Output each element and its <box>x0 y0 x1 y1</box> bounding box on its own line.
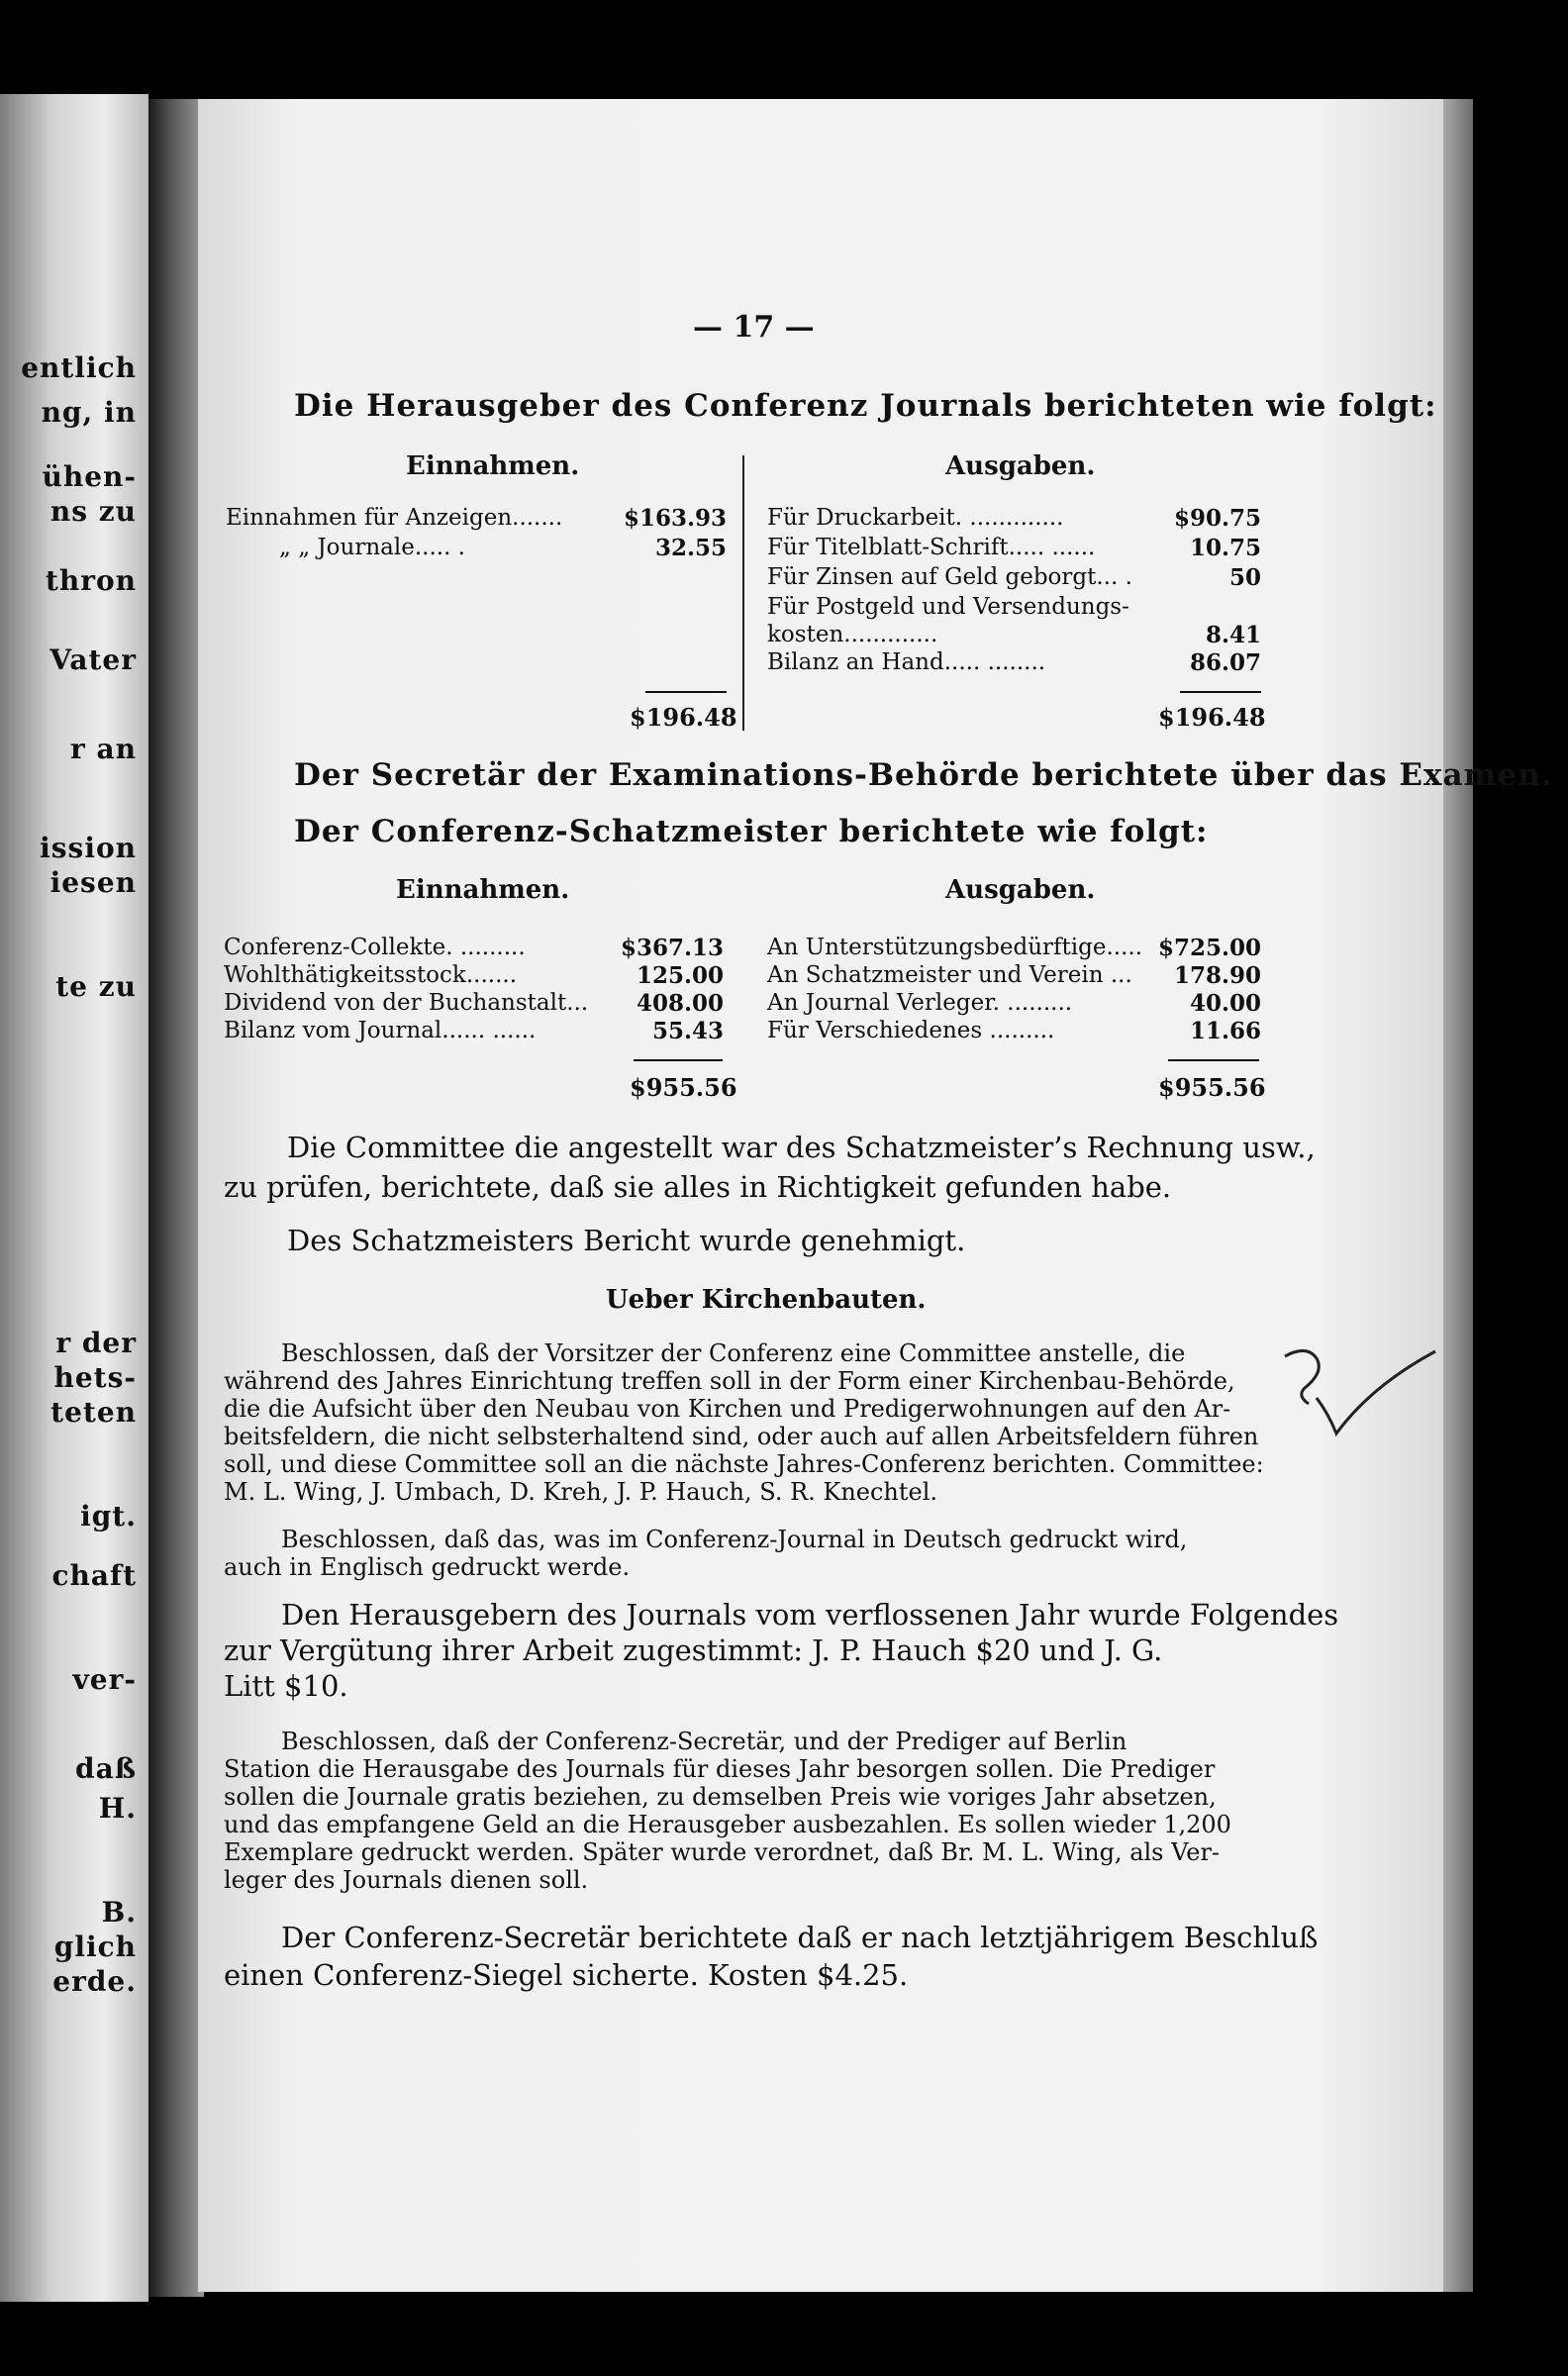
previous-page-text-fragment: entlich <box>21 351 137 384</box>
page-right-edge <box>1443 99 1473 2292</box>
previous-page-text-fragment: ission <box>40 832 137 864</box>
previous-page-text-fragment: glich <box>53 1930 137 1963</box>
resolution-line: auch in Englisch gedruckt werde. <box>224 1553 631 1581</box>
treasurer-income-total: $955.56 <box>630 1073 737 1102</box>
treasurer-expense-total-rule <box>1168 1059 1259 1061</box>
editors-expense-row: Für Druckarbeit. ............. <box>767 505 1064 531</box>
previous-page-text-fragment: erde. <box>52 1965 137 1998</box>
previous-page-text-fragment: te zu <box>55 970 137 1003</box>
resolution-line: M. L. Wing, J. Umbach, D. Kreh, J. P. Hauch, S. R. Knechtel. <box>224 1478 938 1506</box>
treasurer-report-intro: Der Conferenz-Schatzmeister berichtete wie folgt: <box>294 814 1209 849</box>
previous-page-text-fragment: r an <box>70 733 137 765</box>
resolution-line: Station die Herausgabe des Journals für dieses Jahr besorgen sollen. Die Prediger <box>224 1755 1216 1783</box>
resolution-line: beitsfeldern, die nicht selbsterhaltend sind, oder auch auf allen Arbeitsfeldern führen <box>224 1423 1259 1450</box>
editors-expense-amount: 50 <box>1228 564 1261 591</box>
treasurer-expense-amount: 40.00 <box>1189 990 1261 1017</box>
editors-expense-row: kosten............. <box>767 622 938 647</box>
editors-expense-amount: 10.75 <box>1189 535 1261 561</box>
editors-income-row: „ „ Journale..... . <box>279 535 465 560</box>
treasurer-approval: Des Schatzmeisters Bericht wurde genehmigt. <box>287 1224 966 1257</box>
treasurer-expense-amount: $725.00 <box>1157 935 1261 961</box>
committee-report-line: zu prüfen, berichtete, daß sie alles in Richtigkeit gefunden habe. <box>224 1170 1172 1204</box>
treasurer-income-row: Wohlthätigkeitsstock....... <box>224 962 518 988</box>
book-gutter <box>148 99 204 2297</box>
seal-report-line: Der Conferenz-Secretär berichtete daß er nach letztjährigem Beschluß <box>281 1921 1319 1954</box>
editors-expense-row: Für Zinsen auf Geld geborgt... . <box>767 564 1132 590</box>
editors-income-total: $196.48 <box>630 703 737 732</box>
section-title: Ueber Kirchenbauten. <box>606 1285 927 1315</box>
editors-income-amount: $163.93 <box>623 505 727 532</box>
editors-income-amount: 32.55 <box>654 535 727 561</box>
editors-expense-heading: Ausgaben. <box>945 451 1096 481</box>
previous-page-text-fragment: iesen <box>49 866 137 899</box>
resolution-line: Beschlossen, daß der Vorsitzer der Conferenz eine Committee anstelle, die <box>281 1339 1186 1367</box>
editors-income-total-rule <box>645 691 727 693</box>
editors-expense-row: Für Postgeld und Versendungs- <box>767 594 1129 620</box>
treasurer-expense-heading: Ausgaben. <box>945 875 1096 905</box>
treasurer-expense-row: An Journal Verleger. ......... <box>767 990 1073 1016</box>
treasurer-income-row: Dividend von der Buchanstalt... <box>224 990 589 1016</box>
committee-report-line: Die Committee die angestellt war des Schatzmeister’s Rechnung usw., <box>287 1131 1316 1164</box>
resolution-line: die die Aufsicht über den Neubau von Kirchen und Predigerwohnungen auf den Ar- <box>224 1395 1231 1423</box>
treasurer-income-amount: 55.43 <box>651 1018 724 1044</box>
treasurer-expense-total: $955.56 <box>1158 1073 1266 1102</box>
previous-page-text-fragment: hets- <box>53 1361 137 1394</box>
page-number: — 17 — <box>693 310 815 345</box>
treasurer-income-total-rule <box>634 1059 723 1061</box>
previous-page-text-fragment: H. <box>98 1792 137 1825</box>
resolution-line: Beschlossen, daß das, was im Conferenz-Journal in Deutsch gedruckt wird, <box>281 1526 1188 1553</box>
seal-report-line: einen Conferenz-Siegel sicherte. Kosten $4.25. <box>224 1958 909 1992</box>
resolution-line: soll, und diese Committee soll an die nächste Jahres-Conferenz berichten. Committee: <box>224 1450 1264 1478</box>
treasurer-expense-row: An Schatzmeister und Verein ... <box>767 962 1132 988</box>
previous-page-text-fragment: chaft <box>51 1559 137 1592</box>
treasurer-expense-amount: 11.66 <box>1189 1018 1261 1044</box>
previous-page-text-fragment: ns zu <box>49 495 137 528</box>
editors-column-divider <box>742 455 744 731</box>
previous-page-text-fragment: B. <box>101 1896 137 1929</box>
treasurer-income-heading: Einnahmen. <box>396 875 570 905</box>
previous-page-text-fragment: igt. <box>80 1500 137 1533</box>
previous-page-text-fragment: ng, in <box>41 396 137 429</box>
editors-expense-amount: 86.07 <box>1189 649 1261 676</box>
editors-payment-line: Den Herausgebern des Journals vom verflossenen Jahr wurde Folgendes <box>281 1598 1339 1632</box>
secretary-exam-report: Der Secretär der Examinations-Behörde berichtete über das Examen. <box>294 757 1553 793</box>
editors-expense-total-rule <box>1180 691 1261 693</box>
editors-income-row: Einnahmen für Anzeigen....... <box>226 505 563 531</box>
previous-page-edge <box>0 94 148 2302</box>
previous-page-text-fragment: ver- <box>72 1663 137 1696</box>
editors-expense-amount: 8.41 <box>1205 622 1261 648</box>
editors-expense-row: Bilanz an Hand..... ........ <box>767 649 1046 675</box>
resolution-line: während des Jahres Einrichtung treffen soll in der Form einer Kirchenbau-Behörde, <box>224 1367 1235 1395</box>
resolution-line: leger des Journals dienen soll. <box>224 1866 589 1894</box>
treasurer-income-row: Conferenz-Collekte. ......... <box>224 935 526 960</box>
treasurer-income-amount: 408.00 <box>636 990 724 1017</box>
editors-expense-amount: $90.75 <box>1173 505 1261 532</box>
treasurer-expense-amount: 178.90 <box>1173 962 1261 989</box>
resolution-line: Beschlossen, daß der Conferenz-Secretär, und der Prediger auf Berlin <box>281 1728 1127 1755</box>
previous-page-text-fragment: r der <box>55 1327 137 1359</box>
previous-page-text-fragment: thron <box>45 564 137 597</box>
editors-payment-line: zur Vergütung ihrer Arbeit zugestimmt: J. P. Hauch $20 und J. G. <box>224 1634 1163 1667</box>
previous-page-text-fragment: teten <box>50 1396 137 1429</box>
treasurer-income-row: Bilanz vom Journal...... ...... <box>224 1018 537 1043</box>
editors-report-intro: Die Herausgeber des Conferenz Journals berichteten wie folgt: <box>294 388 1437 424</box>
editors-income-heading: Einnahmen. <box>406 451 580 481</box>
resolution-line: und das empfangene Geld an die Herausgeber ausbezahlen. Es sollen wieder 1,200 <box>224 1811 1231 1838</box>
editors-expense-row: Für Titelblatt-Schrift..... ...... <box>767 535 1096 560</box>
resolution-line: Exemplare gedruckt werden. Später wurde verordnet, daß Br. M. L. Wing, als Ver- <box>224 1838 1221 1866</box>
treasurer-expense-row: An Unterstützungsbedürftige..... <box>767 935 1143 960</box>
editors-expense-total: $196.48 <box>1158 703 1266 732</box>
treasurer-income-amount: $367.13 <box>620 935 724 961</box>
editors-payment-line: Litt $10. <box>224 1669 348 1703</box>
handwritten-check-mark <box>1277 1336 1445 1455</box>
previous-page-text-fragment: ühen- <box>42 460 137 493</box>
previous-page-text-fragment: Vater <box>49 644 137 676</box>
previous-page-text-fragment: daß <box>75 1752 137 1785</box>
treasurer-income-amount: 125.00 <box>636 962 724 989</box>
resolution-line: sollen die Journale gratis beziehen, zu demselben Preis wie voriges Jahr absetzen, <box>224 1783 1217 1811</box>
treasurer-expense-row: Für Verschiedenes ......... <box>767 1018 1055 1043</box>
